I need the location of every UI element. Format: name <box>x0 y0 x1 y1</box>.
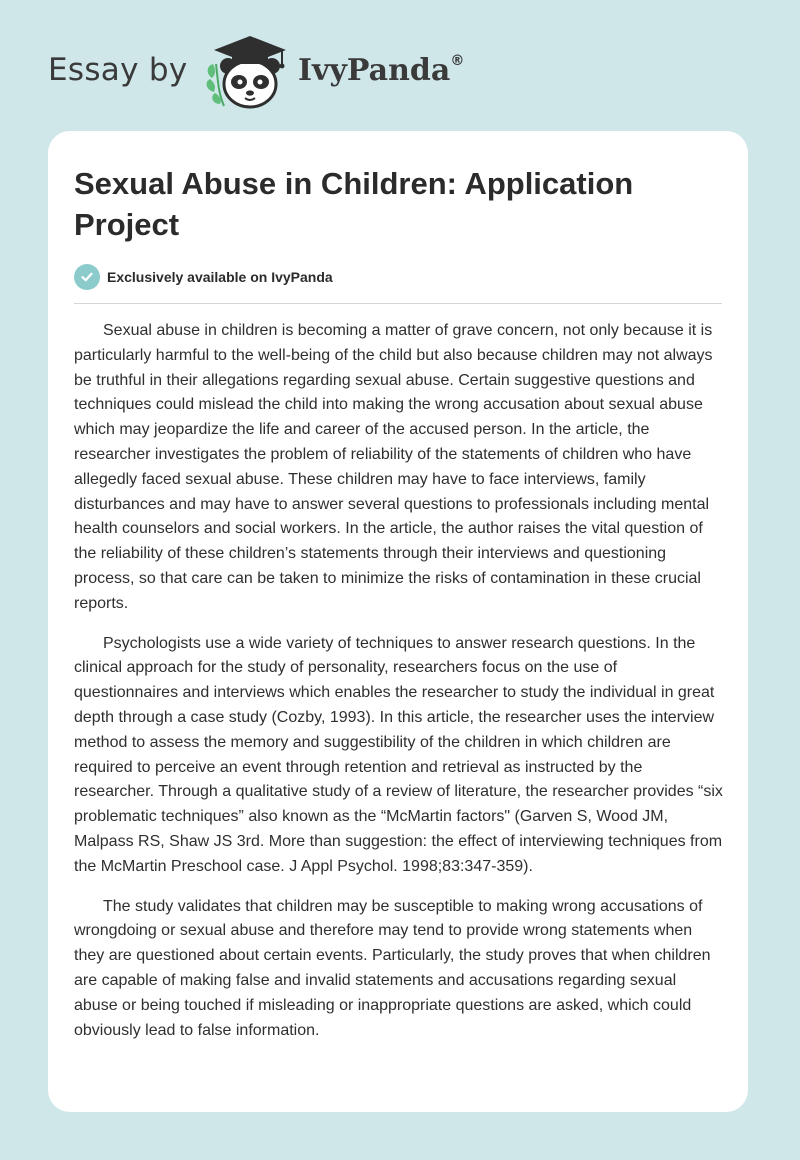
site-header <box>48 34 508 110</box>
exclusive-badge <box>74 264 333 290</box>
article-body <box>74 319 723 1058</box>
essay-by-label: Essay by <box>48 52 188 88</box>
paragraph: The study validates that children may be susceptible to making wrong accusations of wrongdoing or sexual abuse and therefore may tend to provide wrong statements when they are questioned about certain events. Particularly, the study proves that when children are capable of making false and invalid statements and accusations regarding sexual abuse or being touched if misleading or inappropriate questions are asked, which could obviously lead to false information. <box>74 897 711 1039</box>
panda-graduate-icon <box>202 34 292 110</box>
trademark-symbol: ® <box>450 53 465 69</box>
article-title: Sexual Abuse in Children: Application Project <box>74 166 634 242</box>
exclusive-badge-label: Exclusively available on IvyPanda <box>107 269 333 285</box>
divider <box>74 303 722 304</box>
brand-name[interactable]: IvyPanda® <box>298 53 465 88</box>
paragraph: Psychologists use a wide variety of techniques to answer research questions. In the clinical approach for the study of personality, researchers focus on the use of questionnaires and interviews which enables the researcher to study the individual in great depth through a case study (Cozby, 1993). In this article, the researcher uses the interview method to assess the memory and suggestibility of the children in which children are required to perceive an event through retention and retrieval as instructed by the researcher. Through a qualitative study of a review of literature, the researcher provides “six problematic techniques” also known as the “McMartin factors" (Garven S, Wood JM, Malpass RS, Shaw JS 3rd. More than suggestion: the effect of interviewing techniques from the McMartin Preschool case. J Appl Psychol. 1998;83:347-359). <box>74 634 723 875</box>
paragraph: Sexual abuse in children is becoming a matter of grave concern, not only because it is particularly harmful to the well-being of the child but also because children may not always be truthful in their allegations regarding sexual abuse. Certain suggestive questions and techniques could mislead the child into making the wrong accusation about sexual abuse which may jeopardize the life and career of the accused person. In the article, the researcher investigates the problem of reliability of the statements of children who have allegedly faced sexual abuse. These children may have to face interviews, family disturbances and may have to answer several questions to professionals including mental health counselors and social workers. In the article, the author raises the vital question of the reliability of these children’s statements through their interviews and questioning process, so that care can be taken to minimize the risks of contamination in these crucial reports. <box>74 322 713 612</box>
check-icon <box>74 264 100 290</box>
article-card <box>48 131 748 1112</box>
